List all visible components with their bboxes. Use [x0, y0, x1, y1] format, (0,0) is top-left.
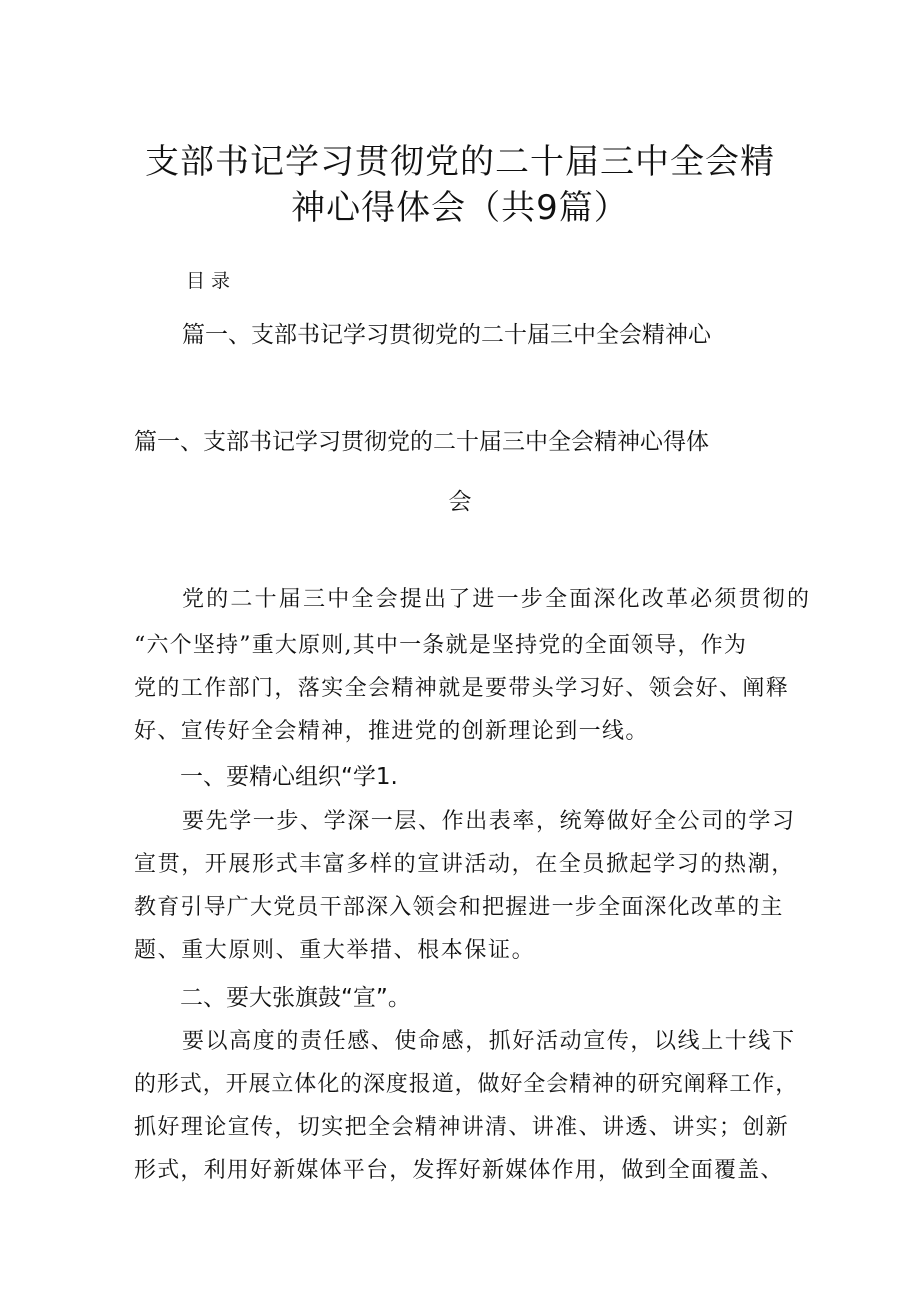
section1-line-2: 宣贯，开展形式丰富多样的宣讲活动，在全员掀起学习的热潮，: [134, 852, 795, 877]
document-title-line-1: 支部书记学习贯彻党的二十届三中全会精: [145, 142, 775, 182]
toc-item-1[interactable]: 篇一、支部书记学习贯彻党的二十届三中全会精神心: [182, 322, 711, 348]
section2-line-3: 抓好理论宣传，切实把全会精神讲清、讲准、讲透、讲实；创新: [134, 1115, 790, 1140]
intro-line-1: 党的二十届三中全会提出了进一步全面深化改革必须贯彻的: [182, 587, 812, 612]
subheading-2: 二、要大张旗鼓“宣”。: [180, 985, 411, 1011]
section2-line-4: 形式，利用好新媒体平台，发挥好新媒体作用，做到全面覆盖、: [134, 1158, 784, 1183]
section-heading-line-1: 篇一、支部书记学习贯彻党的二十届三中全会精神心得体: [134, 429, 709, 455]
intro-line-2: “六个坚持”重大原则,其中一条就是坚持党的全面领导，作为: [134, 633, 748, 658]
section2-line-1: 要以高度的责任感、使命感，抓好活动宣传，以线上十线下: [182, 1029, 796, 1054]
section1-line-1: 要先学一步、学深一层、作出表率，统筹做好全公司的学习: [182, 809, 796, 834]
subheading-1: 一、要精心组织“学1.: [180, 764, 398, 790]
section2-line-2: 的形式，开展立体化的深度报道，做好全会精神的研究阐释工作，: [134, 1072, 799, 1097]
intro-line-3: 党的工作部门，落实全会精神就是要带头学习好、领会好、阐释: [134, 676, 790, 701]
document-title-line-2: 神心得体会（共9篇）: [291, 188, 629, 228]
section1-line-3: 教育引导广大党员干部深入领会和把握进一步全面深化改革的主: [134, 895, 784, 920]
toc-label: 目录: [186, 270, 237, 292]
section-heading-line-2: 会: [448, 489, 472, 515]
intro-line-4: 好、宣传好全会精神，推进党的创新理论到一线。: [134, 719, 649, 744]
section1-line-4: 题、重大原则、重大举措、根本保证。: [134, 938, 536, 963]
